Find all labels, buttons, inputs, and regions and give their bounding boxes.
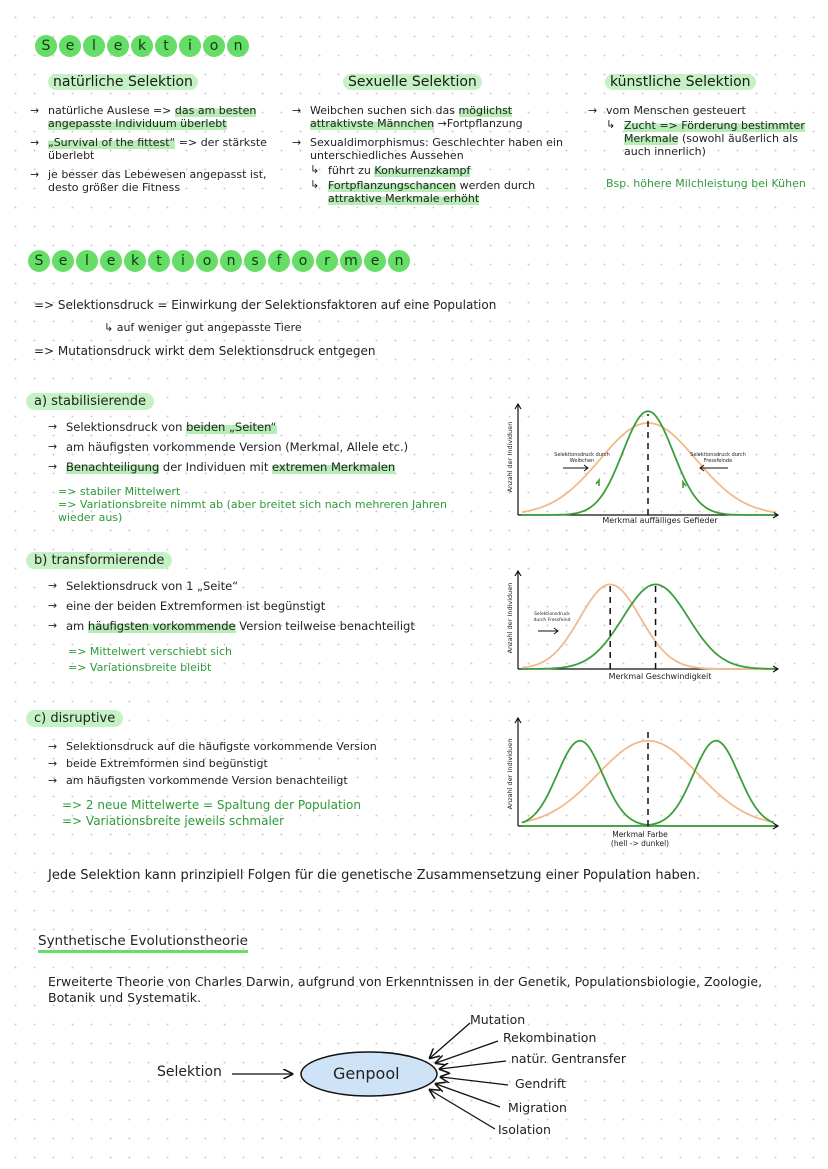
title-letter: S xyxy=(35,35,57,57)
list-item: → Selektionsdruck von beiden „Seiten“ xyxy=(48,420,468,434)
factor-mutation: Mutation xyxy=(470,1012,526,1027)
title-letter: t xyxy=(155,35,177,57)
chart-a-ylabel-wrap xyxy=(500,408,514,508)
title-letter: o xyxy=(203,35,225,57)
intro-line-1-sub: ↳ auf weniger gut angepasste Tiere xyxy=(104,321,302,334)
chart-b-annotation-left: Selektionsdruck durch Fressfeind xyxy=(533,612,571,623)
title-letter: n xyxy=(220,250,242,272)
artificial-example: Bsp. höhere Milchleistung bei Kühen xyxy=(606,177,806,190)
list-item: → Selektionsdruck auf die häufigste vorkommende Version xyxy=(48,740,468,753)
title-letter: l xyxy=(83,35,105,57)
list-item: → Weibchen suchen sich das möglichst attraktivste Männchen →Fortpflanzung xyxy=(292,104,572,130)
form-c-heading: c) disruptive xyxy=(26,707,123,726)
sub-item: ↳ führt zu Konkurrenzkampf xyxy=(310,164,572,177)
list-item: → natürliche Auslese => das am besten angepasste Individuum überlebt xyxy=(30,104,285,130)
factor-gendrift: Gendrift xyxy=(515,1076,566,1091)
title-letter: s xyxy=(244,250,266,272)
list-item: → vom Menschen gesteuert ↳ Zucht => Förderung bestimmter Merkmale (sowohl äußerlich als auch innerlich) xyxy=(588,104,813,158)
list-item: → eine der beiden Extremformen ist begünstigt xyxy=(48,599,468,613)
synth-heading: Synthetische Evolutionstheorie xyxy=(38,933,248,949)
chart-transforming xyxy=(500,565,790,685)
chart-a-ylabel: Anzahl der Individuen xyxy=(506,421,514,493)
form-b-list xyxy=(48,579,468,639)
chart-c-xlabel-line1: Merkmal Farbe xyxy=(612,830,668,839)
pressure-mark xyxy=(683,482,686,488)
list-item: → „Survival of the fittest“ => der stärkste überlebt xyxy=(30,136,285,162)
title-letter: k xyxy=(124,250,146,272)
chart-c-xlabel xyxy=(540,830,740,848)
synth-text: Erweiterte Theorie von Charles Darwin, aufgrund von Erkenntnissen in der Genetik, Populationsbiologie, Zoologie, Botanik und Systematik. xyxy=(48,974,763,1005)
chart-c-ylabel-wrap xyxy=(500,725,514,825)
title-letter: e xyxy=(52,250,74,272)
form-c-results xyxy=(62,797,361,829)
list-item: → Sexualdimorphismus: Geschlechter haben ein unterschiedliches Aussehen ↳ führt zu Konkurrenzkampf ↳ Fortpflanzungschancen werden durch attraktive Merkmale erhöht xyxy=(292,136,572,205)
intro-line-1: => Selektionsdruck = Einwirkung der Selektionsfaktoren auf eine Population xyxy=(34,298,497,312)
factor-arrow xyxy=(436,1084,500,1107)
title-letter: e xyxy=(364,250,386,272)
heading-artificial-selection: künstliche Selektion xyxy=(605,74,756,90)
series-line xyxy=(522,584,774,669)
genpool-diagram xyxy=(140,1005,660,1155)
list-item: → am häufigsten vorkommende Version teilweise benachteiligt xyxy=(48,619,468,633)
sub-item: ↳ Fortpflanzungschancen werden durch attraktive Merkmale erhöht xyxy=(310,179,572,205)
title-letter: o xyxy=(292,250,314,272)
title-letter: t xyxy=(148,250,170,272)
form-c-list xyxy=(48,740,468,791)
heading-sexual-selection: Sexuelle Selektion xyxy=(343,74,482,90)
list-item: → beide Extremformen sind begünstigt xyxy=(48,757,468,770)
title-selektionsformen xyxy=(28,250,410,272)
title-letter: i xyxy=(172,250,194,272)
title-letter: l xyxy=(76,250,98,272)
list-item: → am häufigsten vorkommende Version benachteiligt xyxy=(48,774,468,787)
form-a-list xyxy=(48,420,468,480)
chart-a-annotation-right: Selektionsdruck durch Fressfeinde xyxy=(690,452,746,464)
genpool-label: Genpool xyxy=(333,1064,400,1083)
chart-b-ylabel: Anzahl der Individuen xyxy=(506,582,514,654)
title-letter: e xyxy=(107,35,129,57)
form-b-heading: b) transformierende xyxy=(26,549,172,568)
result-line: => Mittelwert verschiebt sich xyxy=(68,645,232,658)
factor-gentransfer: natür. Gentransfer xyxy=(511,1051,627,1066)
form-b-results xyxy=(68,644,232,676)
chart-a-xlabel: Merkmal auffälliges Gefieder xyxy=(602,516,718,525)
heading-natural-selection: natürliche Selektion xyxy=(48,74,198,90)
list-item: → je besser das Lebewesen angepasst ist, desto größer die Fitness xyxy=(30,168,285,194)
list-item: → Selektionsdruck von 1 „Seite“ xyxy=(48,579,468,593)
factor-rekombination: Rekombination xyxy=(503,1030,597,1045)
result-line: => stabiler Mittelwert xyxy=(58,485,181,498)
title-letter: i xyxy=(179,35,201,57)
pressure-mark xyxy=(596,480,599,486)
result-line: => Variationsbreite jeweils schmaler xyxy=(62,814,285,828)
factor-arrow xyxy=(441,1077,508,1085)
title-letter: r xyxy=(316,250,338,272)
list-item: → am häufigsten vorkommende Version (Merkmal, Allele etc.) xyxy=(48,440,468,454)
title-letter: e xyxy=(100,250,122,272)
factor-migration: Migration xyxy=(508,1100,567,1115)
title-letter: f xyxy=(268,250,290,272)
factor-arrow xyxy=(430,1090,495,1129)
sub-item: ↳ Zucht => Förderung bestimmter Merkmale (sowohl äußerlich als auch innerlich) xyxy=(606,119,813,158)
title-letter: n xyxy=(227,35,249,57)
form-a-results xyxy=(58,485,478,524)
chart-b-xlabel: Merkmal Geschwindigkeit xyxy=(608,672,712,681)
title-letter: S xyxy=(28,250,50,272)
title-letter: n xyxy=(388,250,410,272)
title-selektion xyxy=(35,35,249,57)
result-line: => Variationsbreite nimmt ab (aber breitet sich nach mehreren Jahren wieder aus) xyxy=(58,498,447,524)
artificial-selection-list xyxy=(588,104,813,164)
result-line: => 2 neue Mittelwerte = Spaltung der Population xyxy=(62,798,361,812)
factor-isolation: Isolation xyxy=(498,1122,551,1137)
title-letter: o xyxy=(196,250,218,272)
sexual-selection-list xyxy=(292,104,572,211)
chart-b-ylabel-wrap xyxy=(500,574,514,664)
form-a-heading: a) stabilisierende xyxy=(26,390,154,409)
title-letter: k xyxy=(131,35,153,57)
chart-a-annotation-left: Selektionsdruck durch Weibchen xyxy=(554,452,610,464)
result-line: => Variationsbreite bleibt xyxy=(68,661,212,674)
title-letter: e xyxy=(59,35,81,57)
title-letter: m xyxy=(340,250,362,272)
series-line xyxy=(522,584,774,669)
conclusion-text: Jede Selektion kann prinzipiell Folgen für die genetische Zusammensetzung einer Population haben. xyxy=(48,868,701,883)
selection-label: Selektion xyxy=(157,1064,222,1080)
natural-selection-list xyxy=(30,104,285,200)
intro-line-2: => Mutationsdruck wirkt dem Selektionsdruck entgegen xyxy=(34,344,376,358)
chart-c-xlabel-line2: (hell -> dunkel) xyxy=(610,839,670,848)
list-item: → Benachteiligung der Individuen mit extremen Merkmalen xyxy=(48,460,468,474)
chart-c-ylabel: Anzahl der Individuen xyxy=(506,738,514,810)
factor-arrow xyxy=(440,1061,506,1069)
